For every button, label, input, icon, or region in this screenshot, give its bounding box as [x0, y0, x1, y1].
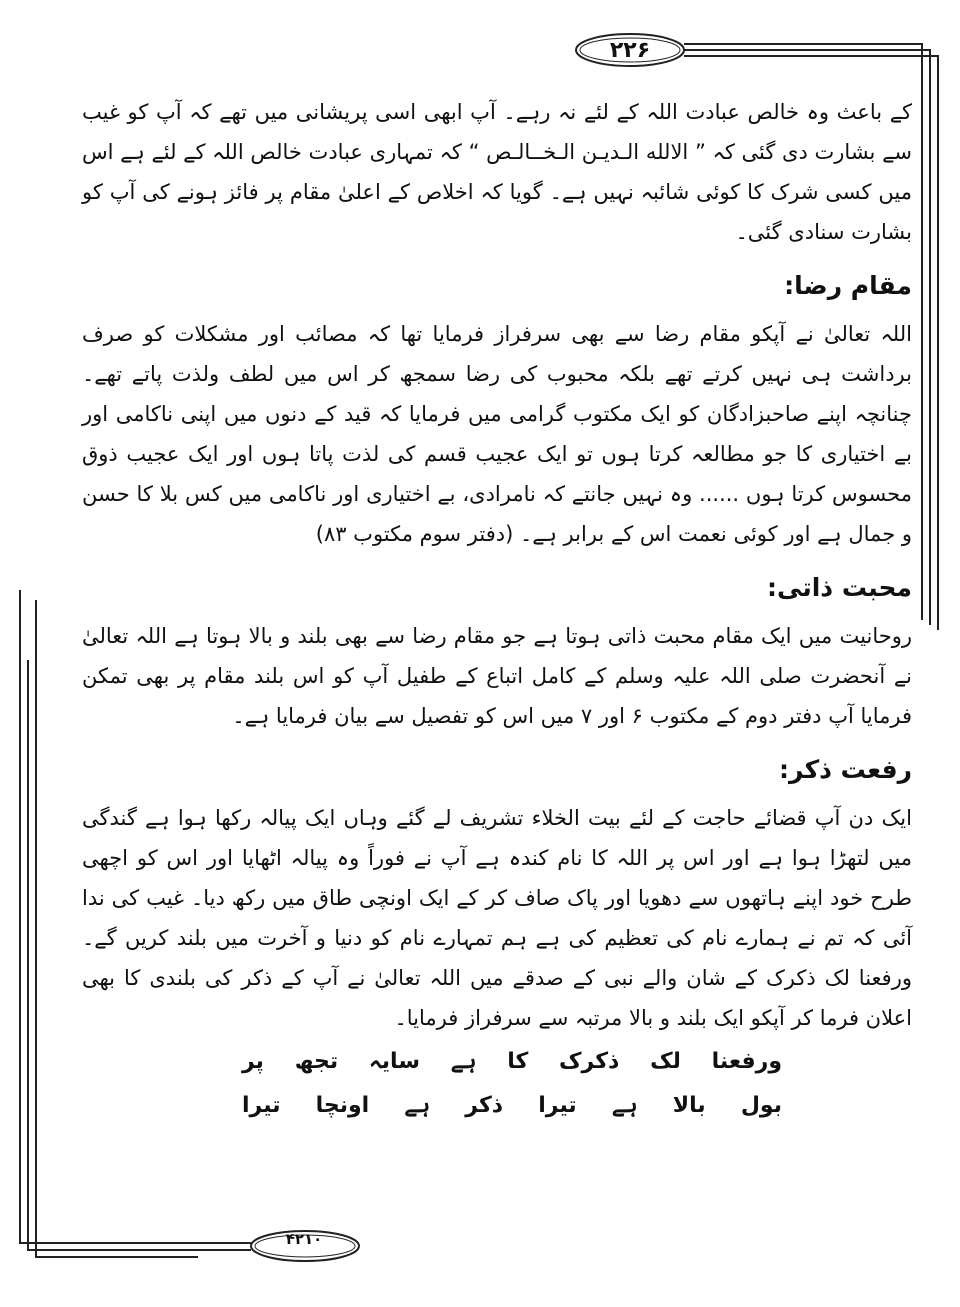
page-body	[82, 92, 912, 1128]
page-number-bottom: ۴۲۱۰	[285, 1230, 323, 1248]
section-text-maqam-raza: اللہ تعالیٰ نے آپکو مقام رضا سے بھی سرفراز فرمایا تھا کہ مصائب اور مشکلات کو صرف برداشت ہی نہیں کرتے تھے بلکہ محبوب کی رضا سمجھ کر اس میں لطف ولذت پاتے تھے۔ چنانچہ اپنے صاحبزادگان کو ایک مکتوب گرامی میں فرمایا کہ قید کے دنوں میں اپنی ناکامی اور بے اختیاری کا جو مطالعہ کرتا ہوں تو ایک عجیب قسم کی لذت پاتا ہوں اور ایک عجیب ذوق محسوس کرتا ہوں ...... وہ نہیں جانتے کہ نامرادی، بے اختیاری اور ناکامی میں کس بلا کا حسن و جمال ہے اور کوئی نعمت اس کے برابر ہے۔ (دفتر سوم مکتوب ۸۳)	[82, 322, 912, 546]
page-number-top: ۲۲۶	[609, 38, 651, 63]
poem-couplet	[242, 1040, 912, 1128]
section-heading-rifat-zikr: رفعت ذکر:	[779, 755, 912, 784]
section-heading-muhabbat-zati: محبت ذاتی:	[767, 573, 912, 602]
section-text-rifat-zikr: ایک دن آپ قضائے حاجت کے لئے بیت الخلاء تشریف لے گئے وہاں ایک پیالہ رکھا ہوا ہے گندگی میں لتھڑا ہوا ہے اور اس پر اللہ کا نام کندہ ہے آپ نے فوراً وہ پیالہ اٹھایا اور اس کو اچھی طرح خود اپنے ہاتھوں سے دھویا اور پاک صاف کر کے ایک اونچی طاق میں رکھ دیا۔ غیب کی ندا آئی کہ تم نے ہمارے نام کی تعظیم کی ہے ہم تمہارے نام کو دنیا و آخرت میں بلند کریں گے۔ ورفعنا لک ذکرک کے شان والے نبی کے صدقے میں اللہ تعالیٰ نے آپ کے ذکر کی بلندی کا بھی اعلان فرما کر آپکو ایک بلند و بالا مرتبہ سے سرفراز فرمایا۔	[82, 806, 912, 1030]
poem-line-2: بول بالا ہے تیرا ذکر ہے اونچا تیرا	[242, 1093, 782, 1118]
section-text-muhabbat-zati: روحانیت میں ایک مقام محبت ذاتی ہوتا ہے جو مقام رضا سے بھی بلند و بالا ہوتا ہے اللہ تعالیٰ نے آنحضرت صلی اللہ علیہ وسلم کے کامل اتباع کے طفیل آپ کو اس بلند مقام پر بھی تمکن فرمایا آپ دفتر دوم کے مکتوب ۶ اور ۷ میں اس کو تفصیل سے بیان فرمایا ہے۔	[82, 624, 912, 728]
section-heading-maqam-raza: مقام رضا:	[784, 271, 912, 300]
poem-line-1: ورفعنا لک ذکرک کا ہے سایہ تجھ پر	[242, 1049, 782, 1074]
intro-paragraph: کے باعث وہ خالص عبادت اللہ کے لئے نہ رہے۔ آپ ابھی اسی پریشانی میں تھے کہ آپ کو غیب سے بشارت دی گئی کہ ” الالله الـديـن الـخــالـص “ کہ تمہاری عبادت خالص اللہ کے لئے ہے اس میں کسی شرک کا کوئی شائبہ نہیں ہے۔ گویا کہ اخلاص کے اعلیٰ مقام پر فائز ہونے کی آپ کو بشارت سنادی گئی۔	[82, 100, 912, 244]
